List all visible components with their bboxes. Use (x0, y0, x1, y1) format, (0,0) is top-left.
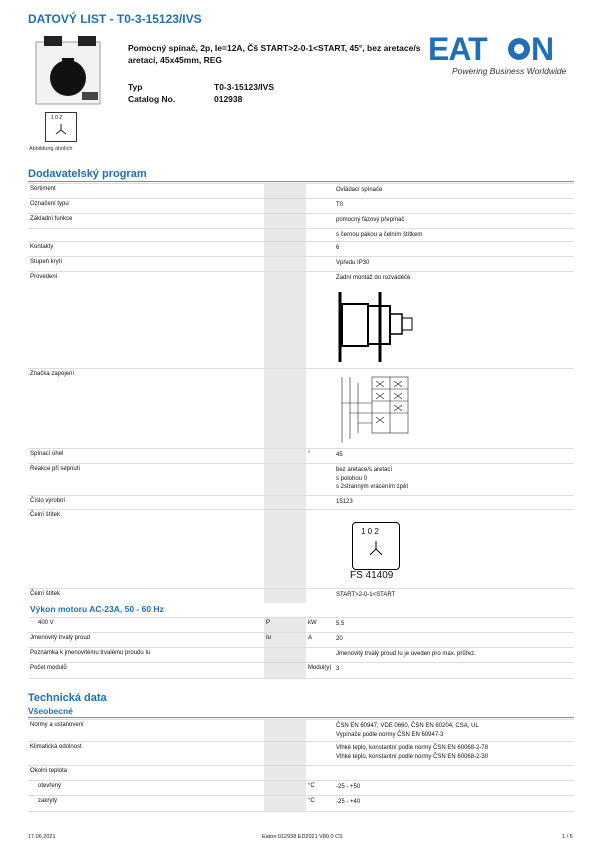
symbol-digits: 1 0 2 (51, 115, 63, 121)
front-plate-digits: 1 0 2 (361, 527, 379, 536)
front-plate-image (352, 522, 400, 570)
table-row: Normy a ustanovení ČSN EN 60947, VDE 0660, ČSN EN 60204, CSA, UL Vypínače podle normy ČSN EN 60947-3 (28, 719, 574, 742)
table-row: 400 V P kW 5.5 (28, 617, 574, 633)
table-row: Značka zapojení (28, 368, 574, 449)
table-row: Jmenovitý trvalý proud Iu A 20 (28, 632, 574, 648)
general-heading: Všeobecné (28, 706, 73, 716)
table-row: Okolní teplota (28, 765, 574, 781)
tagline: Powering Business Worldwide (452, 66, 567, 76)
footer-date: 17.06.2021 (28, 834, 56, 840)
table-row: Spínací úhel ° 45 (28, 448, 574, 464)
wiring-diagram (338, 373, 410, 445)
table-row: otevřený °C -25 - +50 (28, 780, 574, 796)
divider (28, 717, 574, 718)
table-row: zakrytý °C -25 - +40 (28, 795, 574, 812)
table-row: Provedení Zadní montáž do rozváděče (28, 271, 574, 369)
section-title-program: Dodavatelský program (28, 168, 147, 180)
table-row: Číslo výrobní 15123 (28, 495, 574, 510)
catalog-label: Catalog No. (128, 94, 176, 104)
table-row: Klimatická odolnost Vlhké teplo, konstantní podle normy ČSN EN 60068-2-78 Vlhké teplo, konstantní podle normy ČSN EN 60068-2-30 (28, 741, 574, 766)
table-row: Sortiment Ovládací spínače (28, 183, 574, 199)
image-caption: Abbildung ähnlich (29, 146, 73, 152)
table-row: Počet modulů Modul(y) 3 (28, 662, 574, 679)
table-row: Kontakty 6 (28, 241, 574, 257)
page-title: DATOVÝ LIST - T0-3-15123/IVS (28, 12, 202, 26)
divider (28, 181, 574, 182)
table-row: Poznámka k jmenovitému trvalému proudu Iu Jmenovitý trvalý proud Iu je uveden pro max. průřez. (28, 647, 574, 663)
front-plate-code: FS 41409 (350, 570, 394, 581)
table-row: Čelní štítek 1 0 2 FS 41409 (28, 509, 574, 589)
motor-power-heading: Výkon motoru AC-23A, 50 - 60 Hz (30, 604, 164, 614)
switch-symbol (45, 112, 77, 142)
table-row: Základní funkce pomocný fázový přepínač (28, 213, 574, 229)
table-row: Reakce při sepnutí bez aretace/s aretací s polohou 0 s 2stranným vrácením zpět (28, 463, 574, 496)
table-row: s černou pákou a čelním štítkem (28, 228, 574, 242)
svg-text:N: N (531, 32, 555, 67)
table-row: Čelní štítek START>2-0-1<START (28, 588, 574, 603)
page-number: 1 / 5 (562, 834, 573, 840)
product-description: Pomocný spínač, 2p, Ie=12A, Čš START>2-0-1<START, 45°, bez aretace/s aretací, 45x45mm, REG (128, 43, 421, 65)
section-title-technical: Technická data (28, 692, 107, 704)
footer-document: Eaton 012938 ED2021 V80.0 CS (262, 834, 343, 840)
mounting-drawing (336, 292, 416, 362)
typ-label: Typ (128, 82, 143, 92)
table-row: Označení typu T0 (28, 198, 574, 214)
typ-value: T0-3-15123/IVS (214, 82, 275, 92)
table-row: Stupeň krytí Vpředu IP30 (28, 256, 574, 272)
svg-text:EAT: EAT (428, 32, 487, 67)
catalog-value: 012938 (214, 94, 243, 104)
product-image (32, 34, 108, 106)
